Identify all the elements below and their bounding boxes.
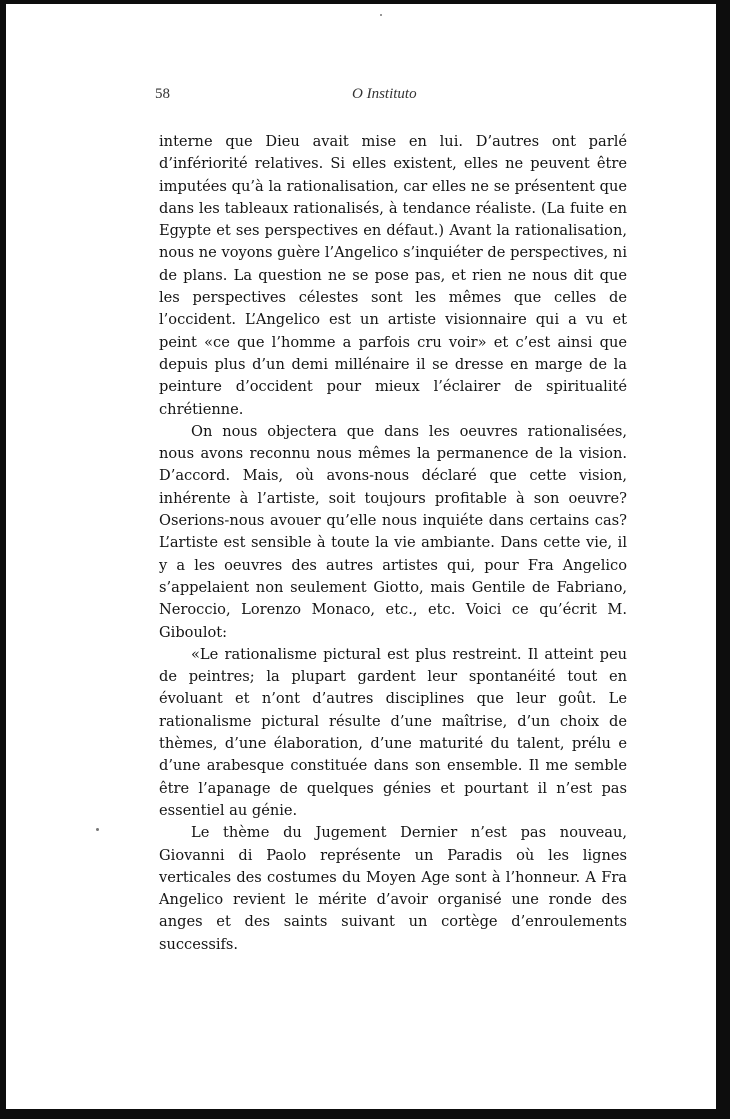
page-number: 58	[155, 86, 170, 102]
running-head	[155, 86, 581, 106]
paragraph: On nous objectera que dans les oeuvres rationalisées, nous avons reconnu nous mêmes la permanence de la vision. D’accord. Mais, où avons-nous déclaré que cette vision, inhérente à l’artiste, soit toujours profitable à son oeuvre? Oserions-nous avouer qu’elle nous inquiéte dans certains cas? L’artiste est sensible à toute la vie ambiante. Dans cette vie, il y a les oeuvres des autres artistes qui, pour Fra Angelico s’appelaient non seulement Giotto, mais Gentile de Fabriano, Neroccio, Lorenzo Monaco, etc., etc. Voici ce qu’écrit M. Giboulot:	[159, 422, 627, 641]
body-text	[159, 131, 627, 956]
paragraph: Le thème du Jugement Dernier n’est pas nouveau, Giovanni di Paolo représente un Paradis où les lignes verticales des costumes du Moyen Age sont à l’honneur. A Fra Angelico revient le mérite d’avoir organisé une ronde des anges et des saints suivant un cortège d’enroulements successifs.	[159, 824, 627, 953]
ink-speck	[380, 14, 382, 16]
paragraph: interne que Dieu avait mise en lui. D’autres ont parlé d’infériorité relatives. Si elles existent, elles ne peuvent être imputées qu’à la rationalisation, car elles ne se présentent que dans les tableaux rationalisés, à tendance réaliste. (La fuite en Egypte et ses perspectives en défaut.) Avant la rationalisation, nous ne voyons guère l’Angelico s’inquiéter de perspectives, ni de plans. La question ne se pose pas, et rien ne nous dit que les perspectives célestes sont les mêmes que celles de l’occident. L’Angelico est un artiste visionnaire qui a vu et peint «ce que l’homme a parfois cru voir» et c’est ainsi que depuis plus d’un demi millénaire il se dresse en marge de la peinture d’occident pour mieux l’éclairer de spiritualité chrétienne.	[159, 133, 627, 418]
ink-speck	[96, 828, 99, 831]
journal-title: O Instituto	[352, 86, 417, 102]
quotation-paragraph: «Le rationalisme pictural est plus restreint. Il atteint peu de peintres; la plupart gardent leur spontanéité tout en évoluant et n’ont d’autres disciplines que leur goût. Le rationalisme pictural résulte d’une maîtrise, d’un choix de thèmes, d’une élaboration, d’une maturité du talent, prélu e d’une arabesque constituée dans son ensemble. Il me semble être l’apanage de quelques génies et pourtant il n’est pas essentiel au génie.	[159, 645, 627, 819]
